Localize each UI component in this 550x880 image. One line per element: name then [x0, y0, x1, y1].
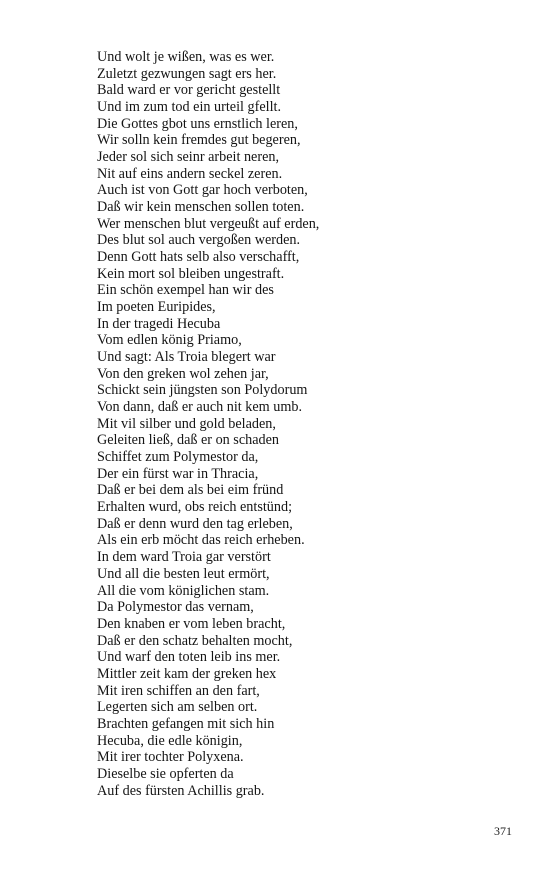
- verse-line: Der ein fürst war in Thracia,: [97, 465, 259, 482]
- verse-line: Legerten sich am selben ort.: [97, 699, 258, 716]
- verse-line: Schiffet zum Polymestor da,: [97, 449, 259, 466]
- verse-line: Dieselbe sie opferten da: [97, 765, 234, 782]
- verse-line: All die vom königlichen stam.: [97, 582, 270, 599]
- verse-line: Von den greken wol zehen jar,: [97, 365, 269, 382]
- verse-line: Nit auf eins andern seckel zeren.: [97, 165, 283, 182]
- verse-line: Kein mort sol bleiben ungestraft.: [97, 265, 285, 282]
- verse-line: In dem ward Troia gar verstört: [97, 549, 271, 566]
- verse-line: Daß er bei dem als bei eim fründ: [97, 482, 284, 499]
- verse-line: Mit irer tochter Polyxena.: [97, 749, 244, 766]
- verse-line: Die Gottes gbot uns ernstlich leren,: [97, 115, 298, 132]
- verse-line: Ein schön exempel han wir des: [97, 282, 274, 299]
- verse-line: Zuletzt gezwungen sagt ers her.: [97, 65, 277, 82]
- verse-line: Und all die besten leut ermört,: [97, 565, 270, 582]
- verse-line: Brachten gefangen mit sich hin: [97, 715, 275, 732]
- verse-line: Da Polymestor das vernam,: [97, 599, 254, 616]
- verse-line: Hecuba, die edle königin,: [97, 732, 243, 749]
- verse-line: Jeder sol sich seinr arbeit neren,: [97, 149, 280, 166]
- verse-line: Daß er den schatz behalten mocht,: [97, 632, 293, 649]
- verse-line: Und sagt: Als Troia blegert war: [97, 349, 276, 366]
- verse-line: In der tragedi Hecuba: [97, 315, 221, 332]
- verse-line: Mit iren schiffen an den fart,: [97, 682, 260, 699]
- verse-line: Wir solln kein fremdes gut begeren,: [97, 132, 301, 149]
- verse-line: Mit vil silber und gold beladen,: [97, 415, 276, 432]
- verse-line: Erhalten wurd, obs reich entstünd;: [97, 499, 293, 516]
- verse-line: Wer menschen blut vergeußt auf erden,: [97, 215, 320, 232]
- verse-line: Und wolt je wißen, was es wer.: [97, 49, 275, 65]
- verse-line: Und warf den toten leib ins mer.: [97, 649, 281, 666]
- verse-line: Als ein erb möcht das reich erheben.: [97, 532, 305, 549]
- verse-line: Geleiten ließ, daß er on schaden: [97, 432, 279, 449]
- verse-line: Daß er denn wurd den tag erleben,: [97, 515, 293, 532]
- verse-line: Denn Gott hats selb also verschafft,: [97, 249, 300, 266]
- verse-block: [97, 49, 319, 799]
- verse-line: Daß wir kein menschen sollen toten.: [97, 199, 305, 216]
- verse-line: Auch ist von Gott gar hoch verboten,: [97, 182, 308, 199]
- verse-line: Den knaben er vom leben bracht,: [97, 615, 286, 632]
- verse-line: Auf des fürsten Achillis grab.: [97, 782, 265, 799]
- verse-line: Des blut sol auch vergoßen werden.: [97, 232, 301, 249]
- verse-line: Schickt sein jüngsten son Polydorum: [97, 382, 308, 399]
- verse-line: Mittler zeit kam der greken hex: [97, 665, 277, 682]
- verse-line: Vom edlen könig Priamo,: [97, 332, 242, 349]
- verse-line: Von dann, daß er auch nit kem umb.: [97, 399, 303, 416]
- verse-line: Im poeten Euripides,: [97, 299, 216, 316]
- verse-line: Und im zum tod ein urteil gfellt.: [97, 99, 282, 116]
- page-number: 371: [494, 824, 512, 838]
- verse-line: Bald ward er vor gericht gestellt: [97, 82, 281, 99]
